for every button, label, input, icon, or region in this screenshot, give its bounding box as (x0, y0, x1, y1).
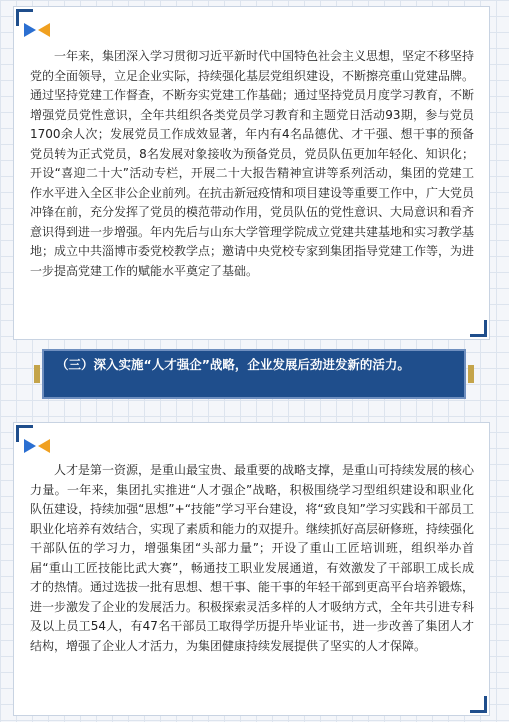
talent-paragraph: 人才是第一资源，是重山最宝贵、最重要的战略支撑，是重山可持续发展的核心力量。一年来，集团扎实推进“人才强企”战略，积极围绕学习型组织建设和职业化队伍建设，持续加强“思想”+“技能”学习平台建设，将“致良知”学习实践和干部员工职业化培养有效结合，实现了素质和能力的双提升。继续抓好高层研修班，持续强化干部队伍的学习力，增强集团“头部力量”；开设了重山工匠培训班，组织举办首届“重山工匠技能比武大赛”，畅通技工职业发展通道，有效激发了干部职工成长成才的热情。通过选拔一批有思想、想干事、能干事的年轻干部到更高平台培养锻炼，进一步激发了企业的发展活力。积极探索灵活多样的人才吸纳方式，全年共引进专科及以上员工54人，有47名干部员工取得学历提升毕业证书，进一步改善了集团人才结构，增强了企业人才活力，为集团健康持续发展提供了坚实的人才保障。 (30, 463, 475, 653)
corner-decoration (470, 696, 487, 713)
double-arrow-icon (24, 23, 54, 37)
party-building-paragraph: 一年来，集团深入学习贯彻习近平新时代中国特色社会主义思想，坚定不移坚持党的全面领导，立足企业实际，持续强化基层党组织建设，不断擦亮重山党建品牌。通过坚持党建工作督查，不断夯实党建工作基础；通过坚持党员月度学习教育，不断增强党员党性意识，全年共组织各类党员学习教育和主题党日活动93期，参与党员1700余人次；发展党员工作成效显著，年内有4名品德优、才干强、想干事的预备党员转为正式党员，8名发展对象接收为预备党员，党员队伍更加年轻化、知识化；开设“喜迎二十大”活动专栏，开展二十大报告精神宣讲等系列活动，集团的党建工作水平进入全区非公企业前列。在抗击新冠疫情和项目建设等重要工作中，广大党员冲锋在前，充分发挥了党员的模范带动作用，党员队伍的党性意识、大局意识和看齐意识得到进一步增强。年内先后与山东大学管理学院成立党建共建基地和实习教学基地；成立中共淄博市委党校教学点；邀请中央党校专家到集团指导党建工作等，为进一步提高党建工作的赋能水平奠定了基础。 (30, 49, 475, 278)
banner-right-accent (468, 365, 474, 383)
content-card-talent (13, 422, 490, 716)
corner-decoration (470, 320, 487, 337)
banner-left-accent (34, 365, 40, 383)
content-card-party-building (13, 6, 490, 340)
double-arrow-icon (24, 439, 54, 453)
section-heading-banner (42, 349, 466, 399)
section-heading-text: （三）深入实施“人才强企”战略，企业发展后劲进发新的活力。 (56, 357, 410, 372)
